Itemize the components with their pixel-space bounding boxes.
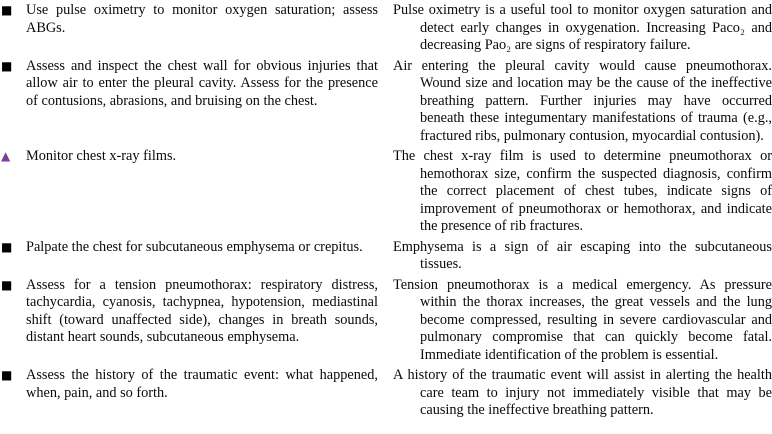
- intervention-label: Assess for a tension pneumothorax: respiratory distress, tachycardia, cyanosis, tachypnea, hypotension, mediastinal shift (toward unaffected side), changes in breath sounds, distant heart sounds, subcutaneous emphysema.: [26, 276, 378, 345]
- rationale-cell: [386, 58, 772, 146]
- intervention-label: Assess the history of the traumatic event: what happened, when, pain, and so forth.: [26, 367, 378, 401]
- square-bullet-icon: ■: [1, 239, 13, 254]
- rationale-cell: [386, 367, 772, 420]
- intervention-label: Assess and inspect the chest wall for obvious injuries that allow air to enter the pleural cavity. Assess for the presence of contusions, abrasions, and bruising on the chest.: [26, 57, 378, 109]
- intervention-label: Monitor chest x-ray films.: [26, 148, 177, 164]
- intervention-text: [1, 58, 378, 111]
- rationale-text: The chest x-ray film is used to determine pneumothorax or hemothorax size, confirm the suspected diagnosis, confirm the correct placement of chest tubes, indicate signs of improvement of pneumothorax or hemothorax, and indicate the presence of rib fractures.: [393, 148, 772, 234]
- rationale-text: Emphysema is a sign of air escaping into the subcutaneous tissues.: [393, 238, 772, 272]
- intervention-cell: [0, 239, 386, 274]
- rationale-cell: [386, 239, 772, 274]
- rationale-text: A history of the traumatic event will assist in alerting the health care team to injury not immediately visible that may be causing the ineffective breathing pattern.: [393, 367, 772, 418]
- square-bullet-icon: ■: [1, 368, 13, 382]
- intervention-cell: [0, 2, 386, 55]
- square-bullet-icon: ■: [1, 58, 13, 73]
- intervention-cell: [0, 58, 386, 146]
- square-bullet-icon: ■: [1, 3, 13, 17]
- square-bullet-icon: ■: [1, 277, 13, 292]
- intervention-text: [1, 2, 378, 37]
- intervention-label: Use pulse oximetry to monitor oxygen saturation; assess ABGs.: [26, 2, 378, 36]
- rationale-text: Tension pneumothorax is a medical emergency. As pressure within the thorax increases, the great vessels and the lung become compressed, resulting in severe cardiovascular and pulmonary compromise that can quickly become fatal. Immediate identification of the problem is essential.: [393, 276, 772, 363]
- intervention-text: [1, 148, 378, 166]
- intervention-text: [1, 277, 378, 347]
- rationale-text: Pulse oximetry is a useful tool to monitor oxygen saturation and detect early changes in oxygenation. Increasing Paco₂ and decreasing Pao₂ are signs of respiratory failure.: [393, 2, 772, 53]
- intervention-cell: [0, 367, 386, 420]
- rationale-cell: [386, 2, 772, 55]
- intervention-cell: [0, 148, 386, 236]
- rationale-cell: [386, 148, 772, 236]
- rationale-text: Air entering the pleural cavity would cause pneumothorax. Wound size and location may be the cause of the ineffective breathing pattern. Further injuries may have occurred beneath these integumentary manifestations of trauma (e.g., fractured ribs, pulmonary contusion, myocardial contusion).: [393, 57, 772, 144]
- intervention-label: Palpate the chest for subcutaneous emphysema or crepitus.: [26, 238, 363, 255]
- intervention-cell: [0, 277, 386, 365]
- intervention-text: [1, 239, 378, 257]
- triangle-bullet-icon: ▲: [1, 149, 11, 163]
- interventions-rationales-table: [0, 2, 772, 423]
- rationale-cell: [386, 277, 772, 365]
- intervention-text: [1, 367, 378, 402]
